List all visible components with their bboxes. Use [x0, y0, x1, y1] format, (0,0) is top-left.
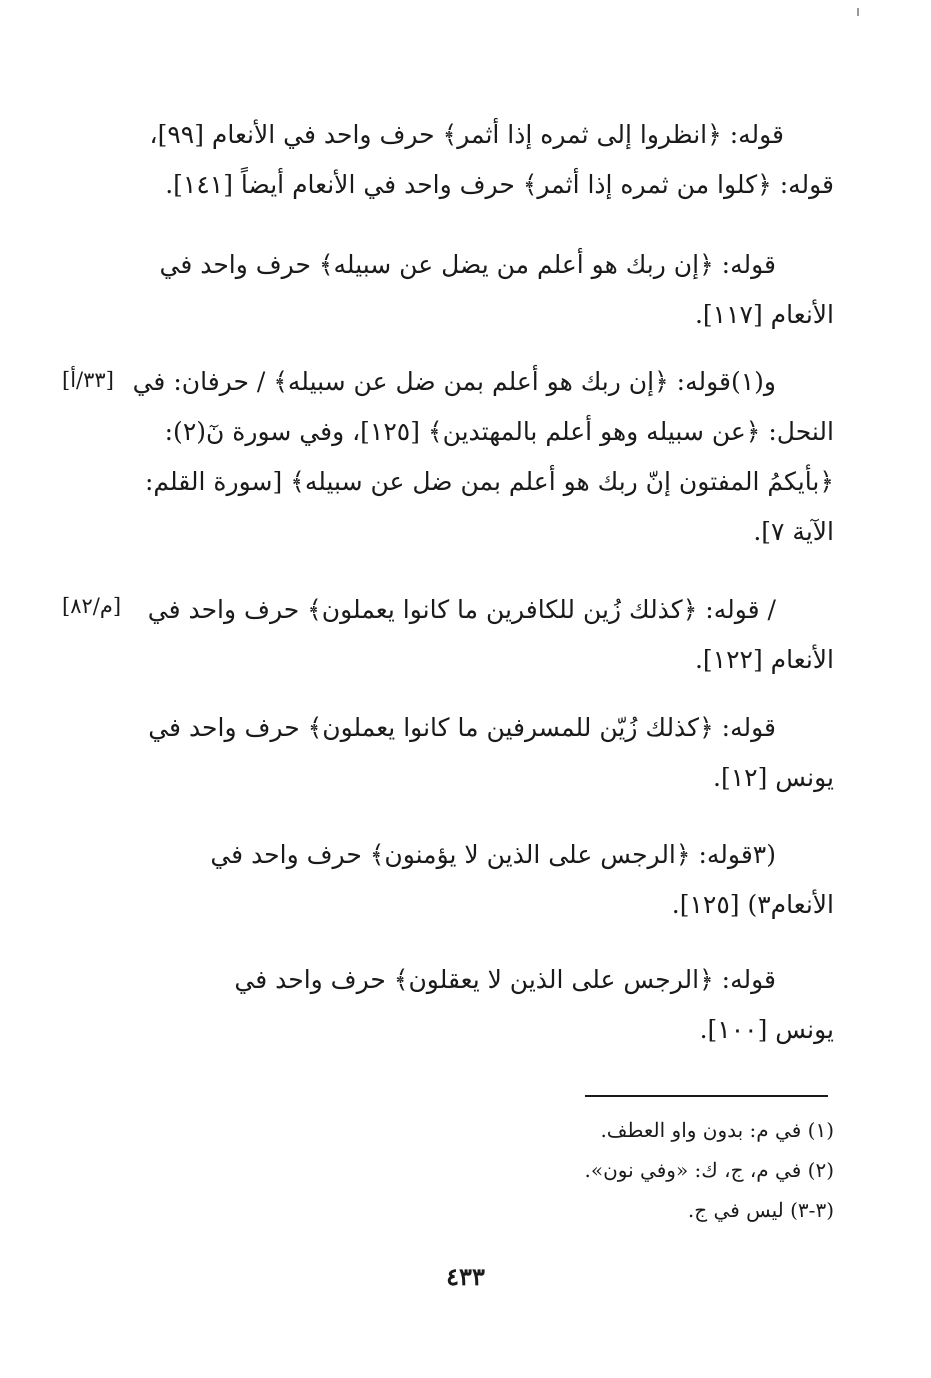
paragraph-5: [132, 703, 834, 803]
text-line: (٣قوله: ﴿الرجس على الذين لا يؤمنون﴾ حرف واحد في: [210, 840, 776, 869]
text-line: يونس [١٢].: [713, 763, 834, 792]
paragraph-1: [120, 110, 834, 210]
paragraph-6: [132, 830, 834, 930]
footnote-1: (١) في م: بدون واو العطف.: [600, 1118, 834, 1142]
text-line: قوله: ﴿إن ربك هو أعلم من يضل عن سبيله﴾ حرف واحد في: [159, 250, 776, 279]
text-line: الأنعام٣) [١٢٥].: [671, 890, 834, 919]
text-line: ﴿بأيكمُ المفتون إنّ ربك هو أعلم بمن ضل عن سبيله﴾ [سورة القلم:: [144, 467, 834, 496]
text-line: يونس [١٠٠].: [699, 1015, 834, 1044]
text-line: و(١)قوله: ﴿إن ربك هو أعلم بمن ضل عن سبيله﴾ / حرفان: في: [132, 367, 776, 396]
margin-folio-ref: [م/٨٢]: [62, 594, 122, 618]
paragraph-2: [132, 240, 834, 340]
text-line: / قوله: ﴿كذلك زُين للكافرين ما كانوا يعملون﴾ حرف واحد في: [147, 595, 776, 624]
margin-folio-ref: [٣٣/أ]: [62, 368, 114, 392]
text-line: الآية ٧].: [753, 517, 834, 546]
footnote-3: (٣-٣) ليس في ج.: [687, 1198, 834, 1222]
text-line: الأنعام [١٢٢].: [694, 645, 834, 674]
text-line: قوله: ﴿الرجس على الذين لا يعقلون﴾ حرف واحد في: [234, 965, 776, 994]
text-line: الأنعام [١١٧].: [694, 300, 834, 329]
scan-mark: [857, 8, 859, 16]
text-line: النحل: ﴿عن سبيله وهو أعلم بالمهتدين﴾ [١٢٥]، وفي سورة نٓ(٢):: [164, 417, 834, 446]
page-number: ٤٣٣: [446, 1262, 485, 1291]
paragraph-3: [132, 357, 834, 557]
text-line: قوله: ﴿كذلك زُيّن للمسرفين ما كانوا يعملون﴾ حرف واحد في: [148, 713, 776, 742]
footnote-separator: [585, 1095, 828, 1097]
text-line: قوله: ﴿كلوا من ثمره إذا أثمر﴾ حرف واحد في الأنعام أيضاً [١٤١].: [165, 170, 834, 199]
text-line: قوله: ﴿انظروا إلى ثمره إذا أثمر﴾ حرف واحد في الأنعام [٩٩]،: [149, 120, 784, 149]
paragraph-4: [132, 585, 834, 685]
paragraph-7: [132, 955, 834, 1055]
footnote-2: (٢) في م، ج، ك: «وفي نون».: [584, 1158, 834, 1182]
